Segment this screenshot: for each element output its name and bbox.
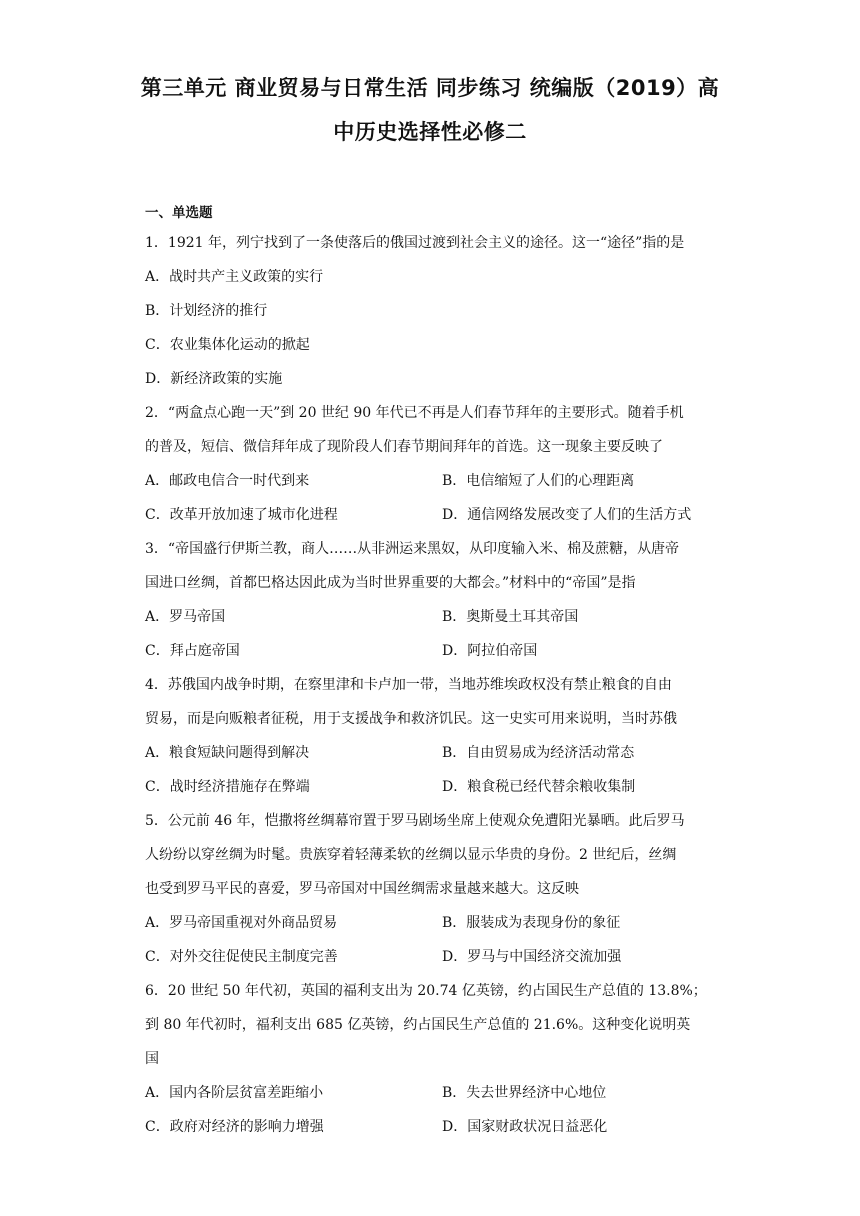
question-6-option-d: D．国家财政状况日益恶化 bbox=[442, 1119, 608, 1135]
document-title bbox=[120, 66, 740, 154]
question-6-option-b: B．失去世界经济中心地位 bbox=[442, 1085, 607, 1101]
question-3-options-row-1 bbox=[145, 600, 720, 634]
question-2-options-row-1 bbox=[145, 464, 720, 498]
question-1-option-c: C．农业集体化运动的掀起 bbox=[145, 337, 310, 353]
question-3 bbox=[145, 532, 720, 668]
question-4-stem-line-1: 4．苏俄国内战争时期，在察里津和卡卢加一带，当地苏维埃政权没有禁止粮食的自由 bbox=[145, 677, 672, 693]
question-6 bbox=[145, 974, 720, 1144]
question-2-option-c: C．改革开放加速了城市化进程 bbox=[145, 507, 338, 523]
question-5-stem-line-2: 人纷纷以穿丝绸为时髦。贵族穿着轻薄柔软的丝绸以显示华贵的身份。2 世纪后，丝绸 bbox=[145, 847, 677, 863]
question-4-options-row-2 bbox=[145, 770, 720, 804]
question-6-stem-line-3: 国 bbox=[145, 1051, 159, 1067]
question-2-option-d: D．通信网络发展改变了人们的生活方式 bbox=[442, 507, 692, 523]
question-2-stem-line-2: 的普及，短信、微信拜年成了现阶段人们春节期间拜年的首选。这一现象主要反映了 bbox=[145, 439, 663, 455]
question-2-option-b: B．电信缩短了人们的心理距离 bbox=[442, 473, 635, 489]
question-2-stem-line-1: 2．“两盒点心跑一天”到 20 世纪 90 年代已不再是人们春节拜年的主要形式。随着手机 bbox=[145, 405, 684, 421]
question-4-option-c: C．战时经济措施存在弊端 bbox=[145, 779, 310, 795]
question-4-option-d: D．粮食税已经代替余粮收集制 bbox=[442, 779, 636, 795]
question-6-stem-line-1: 6．20 世纪 50 年代初，英国的福利支出为 20.74 亿英镑，约占国民生产总值的 13.8%； bbox=[145, 983, 707, 999]
question-2-option-a: A．邮政电信合一时代到来 bbox=[145, 473, 310, 489]
question-1-option-d: D．新经济政策的实施 bbox=[145, 371, 283, 387]
question-5-stem-line-3: 也受到罗马平民的喜爱，罗马帝国对中国丝绸需求量越来越大。这反映 bbox=[145, 881, 579, 897]
question-5-option-c: C．对外交往促使民主制度完善 bbox=[145, 949, 338, 965]
question-3-option-c: C．拜占庭帝国 bbox=[145, 643, 240, 659]
question-6-option-a: A．国内各阶层贫富差距缩小 bbox=[145, 1085, 324, 1101]
question-5 bbox=[145, 804, 720, 974]
question-6-options-row-1 bbox=[145, 1076, 720, 1110]
question-4-options-row-1 bbox=[145, 736, 720, 770]
question-5-option-a: A．罗马帝国重视对外商品贸易 bbox=[145, 915, 338, 931]
question-5-option-b: B．服装成为表现身份的象征 bbox=[442, 915, 621, 931]
question-3-option-d: D．阿拉伯帝国 bbox=[442, 643, 538, 659]
question-6-stem-line-2: 到 80 年代初时，福利支出 685 亿英镑，约占国民生产总值的 21.6%。这种变化说明英 bbox=[145, 1017, 691, 1033]
title-line-1: 第三单元 商业贸易与日常生活 同步练习 统编版（2019）高 bbox=[140, 76, 720, 100]
question-4 bbox=[145, 668, 720, 804]
question-5-option-d: D．罗马与中国经济交流加强 bbox=[442, 949, 622, 965]
question-1-option-a: A．战时共产主义政策的实行 bbox=[145, 269, 324, 285]
section-heading: 一、单选题 bbox=[145, 205, 213, 221]
question-3-stem-line-1: 3．“帝国盛行伊斯兰教，商人……从非洲运来黑奴，从印度输入米、棉及蔗糖，从唐帝 bbox=[145, 541, 680, 557]
question-4-option-b: B．自由贸易成为经济活动常态 bbox=[442, 745, 635, 761]
question-4-stem-line-2: 贸易，而是向贩粮者征税，用于支援战争和救济饥民。这一史实可用来说明，当时苏俄 bbox=[145, 711, 677, 727]
question-3-stem-line-2: 国进口丝绸，首都巴格达因此成为当时世界重要的大都会。”材料中的“帝国”是指 bbox=[145, 575, 636, 591]
question-3-option-b: B．奥斯曼土耳其帝国 bbox=[442, 609, 579, 625]
title-line-2: 中历史选择性必修二 bbox=[333, 120, 527, 144]
question-6-options-row-2 bbox=[145, 1110, 720, 1144]
question-1-stem: 1．1921 年，列宁找到了一条使落后的俄国过渡到社会主义的途径。这一“途径”指的是 bbox=[145, 235, 685, 251]
question-2-options-row-2 bbox=[145, 498, 720, 532]
question-1 bbox=[145, 226, 720, 396]
question-list bbox=[145, 226, 720, 1144]
question-3-options-row-2 bbox=[145, 634, 720, 668]
question-3-option-a: A．罗马帝国 bbox=[145, 609, 226, 625]
question-5-options-row-2 bbox=[145, 940, 720, 974]
question-4-option-a: A．粮食短缺问题得到解决 bbox=[145, 745, 310, 761]
question-2 bbox=[145, 396, 720, 532]
question-5-stem-line-1: 5．公元前 46 年，恺撒将丝绸幕帘置于罗马剧场坐席上使观众免遭阳光暴晒。此后罗马 bbox=[145, 813, 685, 829]
question-6-option-c: C．政府对经济的影响力增强 bbox=[145, 1119, 324, 1135]
question-5-options-row-1 bbox=[145, 906, 720, 940]
question-1-option-b: B．计划经济的推行 bbox=[145, 303, 268, 319]
